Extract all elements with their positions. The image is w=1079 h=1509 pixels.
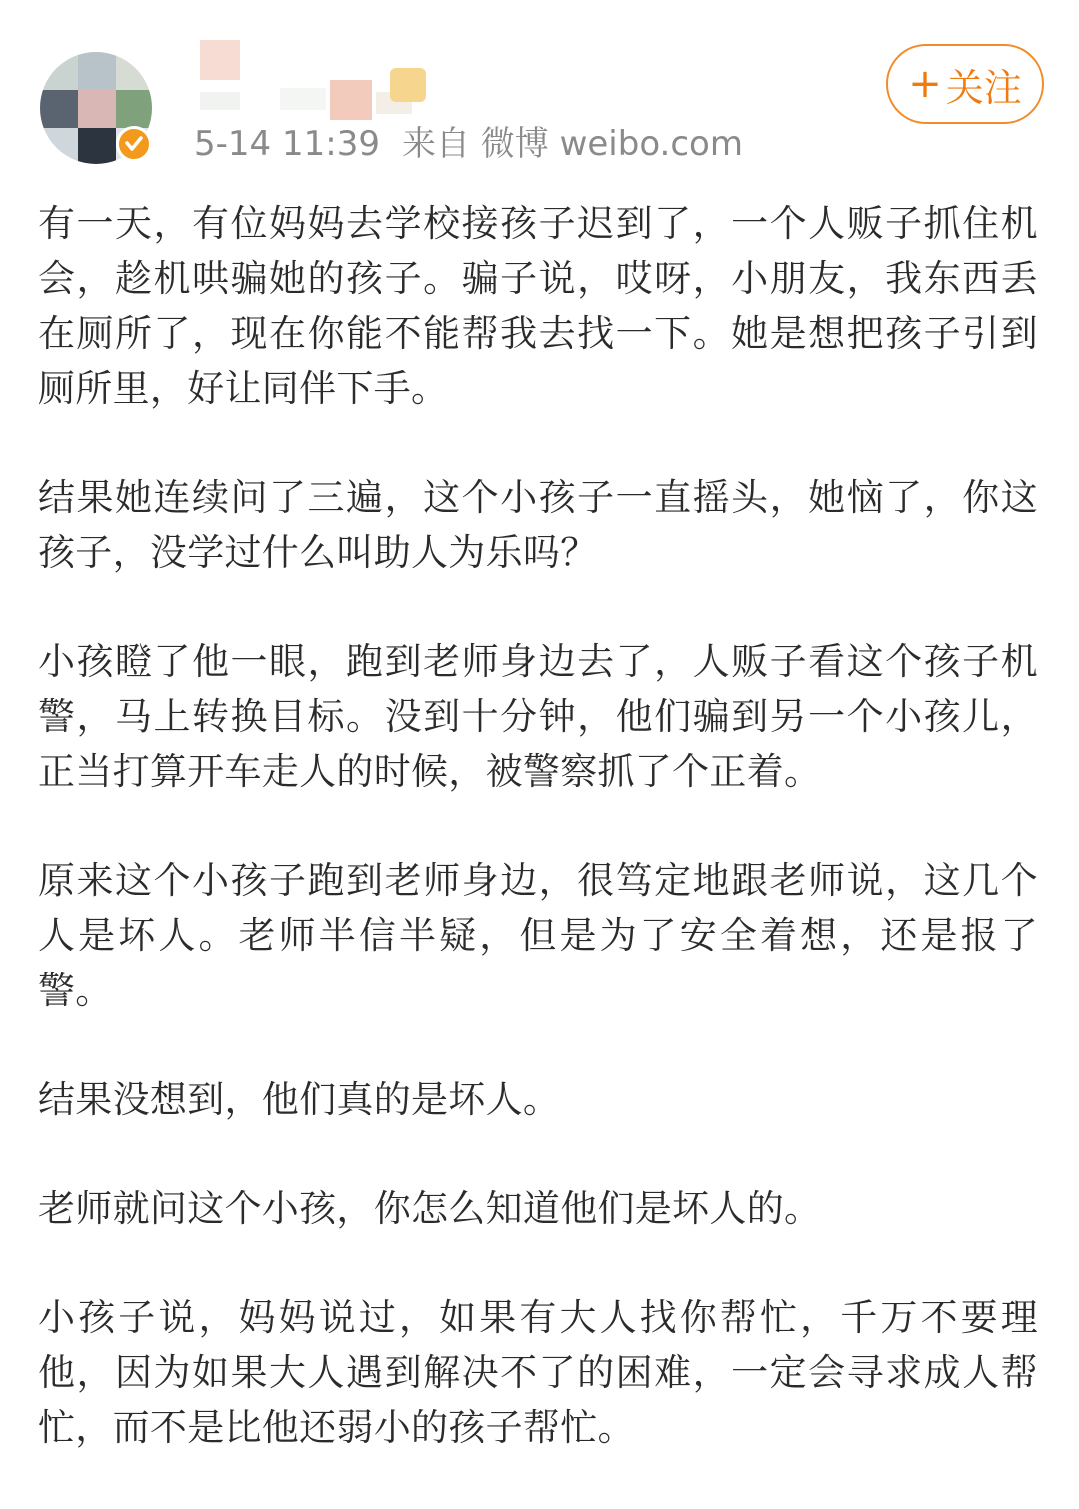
post-paragraph: 结果她连续问了三遍，这个小孩子一直摇头，她恼了，你这孩子，没学过什么叫助人为乐吗？ bbox=[38, 476, 1038, 574]
post-paragraph: 原来这个小孩子跑到老师身边，很笃定地跟老师说，这几个人是坏人。老师半信半疑，但是为了安全着想，还是报了警。 bbox=[38, 859, 1038, 1012]
verified-badge-icon bbox=[116, 126, 152, 162]
follow-button[interactable] bbox=[886, 44, 1044, 124]
post-paragraph: 小孩子说，妈妈说过，如果有大人找你帮忙，千万不要理他，因为如果大人遇到解决不了的困难，一定会寻求成人帮忙，而不是比他还弱小的孩子帮忙。 bbox=[38, 1296, 1038, 1449]
post-paragraph: 小孩瞪了他一眼，跑到老师身边去了，人贩子看这个孩子机警，马上转换目标。没到十分钟，他们骗到另一个小孩儿，正当打算开车走人的时候，被警察抓了个正着。 bbox=[38, 640, 1038, 793]
follow-label: 关注 bbox=[945, 65, 1022, 110]
plus-icon: + bbox=[908, 61, 942, 107]
post-meta bbox=[194, 122, 765, 166]
post-source: 来自 微博 weibo.com bbox=[401, 124, 743, 164]
post-header bbox=[0, 0, 1079, 180]
username-blurred[interactable] bbox=[192, 40, 442, 112]
post-paragraph: 有一天，有位妈妈去学校接孩子迟到了，一个人贩子抓住机会，趁机哄骗她的孩子。骗子说，哎呀，小朋友，我东西丢在厕所了，现在你能不能帮我去找一下。她是想把孩子引到厕所里，好让同伴下手。 bbox=[38, 202, 1038, 410]
post-body bbox=[38, 196, 1038, 1509]
post-timestamp: 5-14 11:39 bbox=[194, 124, 380, 164]
post-paragraph: 结果没想到，他们真的是坏人。 bbox=[38, 1078, 561, 1121]
post-paragraph: 老师就问这个小孩，你怎么知道他们是坏人的。 bbox=[38, 1187, 822, 1230]
